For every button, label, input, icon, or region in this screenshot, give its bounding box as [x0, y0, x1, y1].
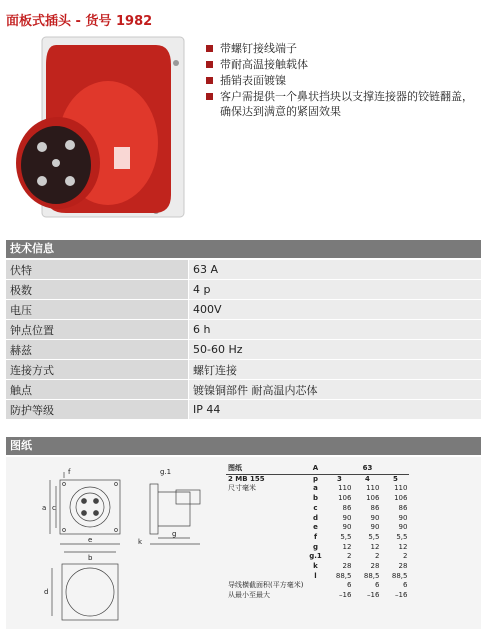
- dim-label-k: k: [138, 538, 143, 546]
- table-row: 2 MB 155 p 3 4 5: [228, 474, 398, 483]
- table-row: l 88,5 88,5 88,5: [314, 571, 408, 580]
- table-row: 钟点位置 6 h: [6, 320, 481, 340]
- table-row: 尺寸毫米 a 110 110 110: [228, 484, 408, 493]
- dim-label-g1: g.1: [160, 468, 172, 476]
- feature-item: 客户需提供一个鼻状挡块以支撑连接器的铰链翻盖，确保达到满意的紧固效果: [206, 89, 482, 119]
- table-row: 防护等级 IP 44: [6, 400, 481, 420]
- dim-label-a: a: [42, 504, 47, 512]
- table-row: d 90 90 90: [312, 513, 408, 522]
- dim-label-b: b: [88, 554, 93, 562]
- bullet-icon: [206, 61, 213, 68]
- table-row: 连接方式 螺钉连接: [6, 360, 481, 380]
- feature-item: 插销表面镀镍: [206, 73, 482, 88]
- feature-item: 带螺钉接线端子: [206, 41, 482, 56]
- table-row: 伏特 63 A: [6, 260, 481, 280]
- bullet-icon: [206, 45, 213, 52]
- dim-label-g: g: [172, 530, 177, 538]
- dim-label-d: d: [44, 588, 49, 596]
- drawing-section-header: 图纸: [6, 437, 481, 455]
- table-row: b 106 106 106: [312, 494, 408, 503]
- feature-list: [206, 41, 482, 120]
- table-row: g.1 2 2 2: [309, 552, 408, 561]
- spec-section-header: 技术信息: [6, 240, 481, 258]
- table-row: 赫兹 50-60 Hz: [6, 340, 481, 360]
- dimension-table: [226, 464, 409, 601]
- technical-drawing: [20, 460, 220, 628]
- spec-table: [6, 260, 481, 420]
- table-row: k 28 28 28: [313, 562, 408, 571]
- table-row: e 90 90 90: [313, 523, 408, 532]
- table-row: 图纸 A 63: [226, 464, 409, 474]
- dim-label-e: e: [88, 536, 93, 544]
- table-row: c 86 86 86: [313, 503, 408, 512]
- table-row: f 5,5 5,5 5,5: [313, 532, 408, 541]
- table-row: 极数 4 p: [6, 280, 481, 300]
- table-row: 电压 400V: [6, 300, 481, 320]
- table-row: 触点 镀镍铜部件 耐高温内芯体: [6, 380, 481, 400]
- page-title: 面板式插头 - 货号 1982: [6, 14, 153, 29]
- bullet-icon: [206, 93, 213, 100]
- feature-item: 带耐高温接触载体: [206, 57, 482, 72]
- product-photo: [6, 35, 186, 219]
- dim-label-c: c: [52, 504, 56, 512]
- table-row: g 12 12 12: [312, 542, 408, 551]
- table-row: 导线横截面积(平方毫米) 6 6 6: [228, 581, 408, 590]
- bullet-icon: [206, 77, 213, 84]
- table-row: 从最小至最大 –16 –16 –16: [228, 591, 408, 600]
- dim-label-f: f: [68, 468, 71, 476]
